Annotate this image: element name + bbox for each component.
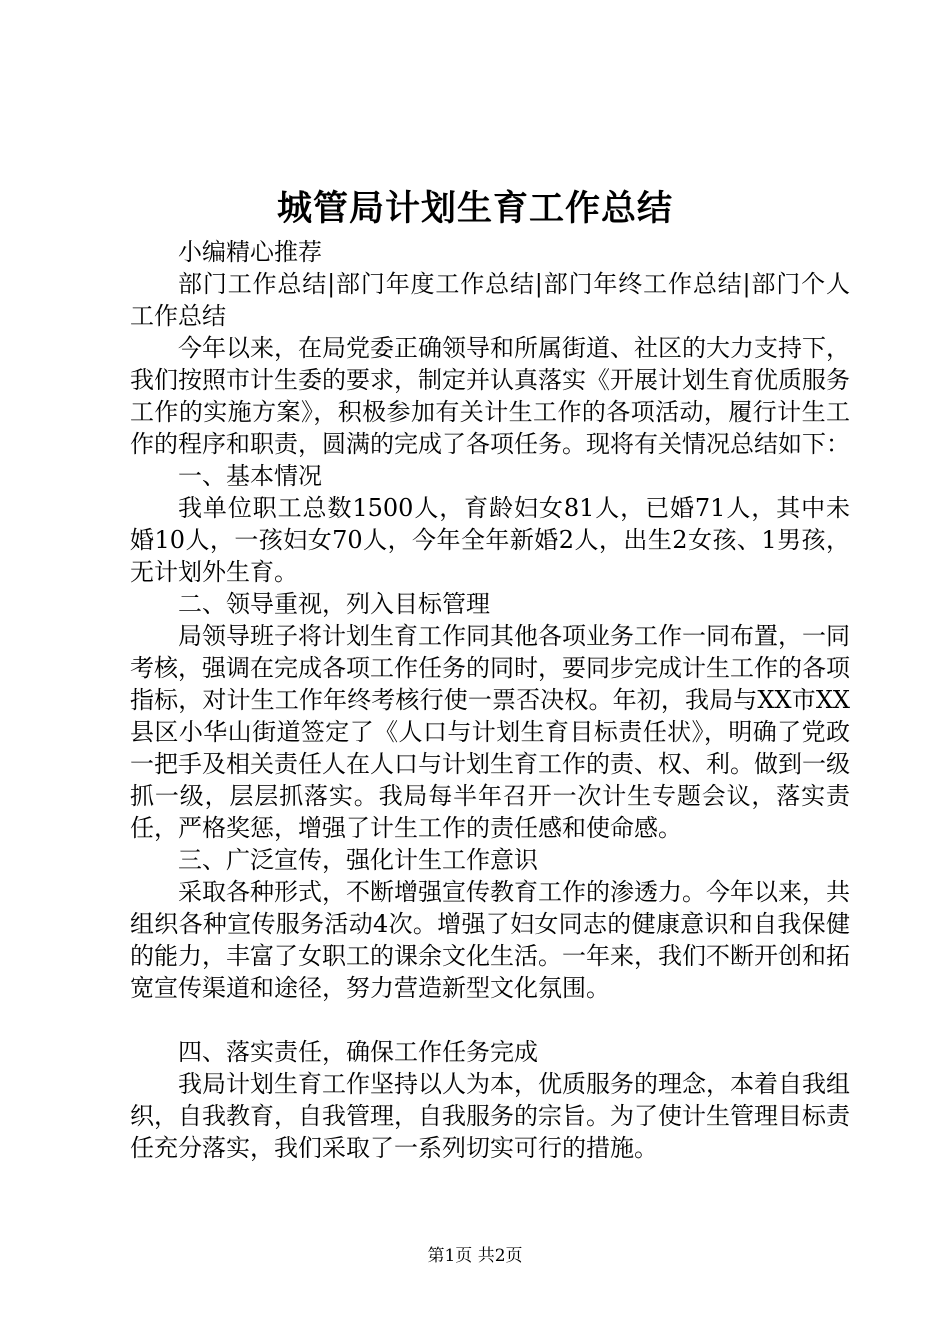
section-paragraph-2: 局领导班子将计划生育工作同其他各项业务工作一同布置，一同考核，强调在完成各项工作任务的同时，要同步完成计生工作的各项指标，对计生工作年终考核行使一票否决权。年初，我局与XX市XX县区小华山街道签定了《人口与计划生育目标责任状》，明确了党政一把手及相关责任人在人口与计划生育工作的责、权、利。做到一级抓一级，层层抓落实。我局每半年召开一次计生专题会议，落实责任，严格奖惩，增强了计生工作的责任感和使命感。 [130,622,850,842]
section-heading-3: 三、广泛宣传，强化计生工作意识 [178,846,538,874]
section-heading-4: 四、落实责任，确保工作任务完成 [178,1038,538,1066]
page-number-footer: 第1页 共2页 [427,1246,523,1266]
related-links-line: 部门工作总结|部门年度工作总结|部门年终工作总结|部门个人工作总结 [130,270,850,330]
section-paragraph-1: 我单位职工总数1500人，育龄妇女81人，已婚71人，其中未婚10人，一孩妇女70人，今年全年新婚2人，出生2女孩、1男孩，无计划外生育。 [130,494,850,586]
section-paragraph-3: 采取各种形式，不断增强宣传教育工作的渗透力。今年以来，共组织各种宣传服务活动4次。增强了妇女同志的健康意识和自我保健的能力，丰富了女职工的课余文化生活。一年来，我们不断开创和拓宽宣传渠道和途径，努力营造新型文化氛围。 [130,878,850,1002]
recommend-line: 小编精心推荐 [178,238,322,266]
section-paragraph-4: 我局计划生育工作坚持以人为本，优质服务的理念，本着自我组织，自我教育，自我管理，自我服务的宗旨。为了使计生管理目标责任充分落实，我们采取了一系列切实可行的措施。 [130,1070,850,1162]
intro-paragraph: 今年以来，在局党委正确领导和所属街道、社区的大力支持下，我们按照市计生委的要求，制定并认真落实《开展计划生育优质服务工作的实施方案》，积极参加有关计生工作的各项活动，履行计生工作的程序和职责，圆满的完成了各项任务。现将有关情况总结如下： [130,334,850,458]
document-body [130,236,850,1164]
section-heading-2: 二、领导重视，列入目标管理 [178,590,490,618]
document-title: 城管局计划生育工作总结 [276,188,673,229]
section-heading-1: 一、基本情况 [178,462,322,490]
